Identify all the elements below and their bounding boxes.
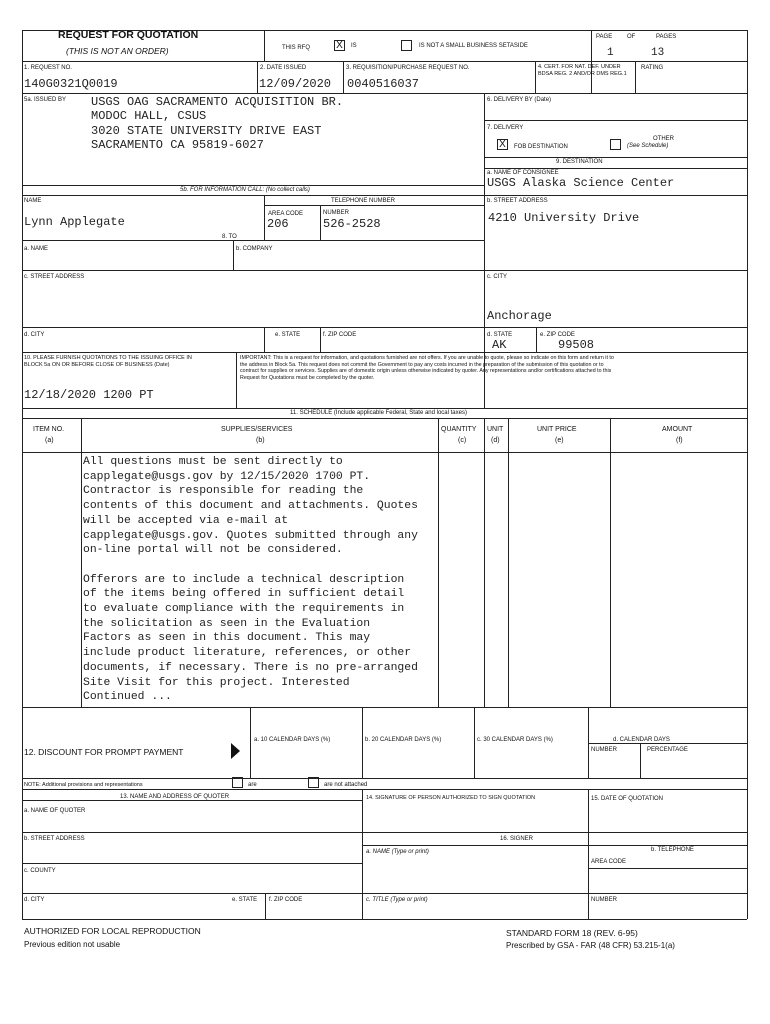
consignee-value: USGS Alaska Science Center <box>487 176 675 190</box>
area-code-bottom-label: AREA CODE <box>591 859 627 865</box>
footer-authorized: AUTHORIZED FOR LOCAL REPRODUCTION <box>24 926 201 936</box>
b-company-label: b. COMPANY <box>236 246 273 252</box>
attached-are-checkbox[interactable] <box>232 777 243 788</box>
fob-destination-label: FOB DESTINATION <box>514 144 568 150</box>
b-telephone-label: b. TELEPHONE <box>651 847 694 853</box>
pages-label: PAGES <box>656 34 677 40</box>
footer-standard-form: STANDARD FORM 18 (REV. 6-95) <box>506 928 638 938</box>
dest-state-label: d. STATE <box>487 332 513 338</box>
contact-name: Lynn Applegate <box>24 215 125 229</box>
discount-label: 12. DISCOUNT FOR PROMPT PAYMENT <box>24 747 184 757</box>
requisition-value: 0040516037 <box>347 77 420 91</box>
e-state-label: e. STATE <box>275 332 301 338</box>
discount-number-label: NUMBER <box>591 747 618 753</box>
dest-city-label: c. CITY <box>487 274 508 280</box>
note-label: NOTE: Additional provisions and representations <box>24 782 143 788</box>
are-label: are <box>248 782 257 788</box>
form-subtitle: (THIS IS NOT AN ORDER) <box>66 46 169 56</box>
page-number: 1 <box>607 47 614 59</box>
state-bottom-label: e. STATE <box>232 897 258 903</box>
furnish-label: 10. PLEASE FURNISH QUOTATIONS TO THE ISSUING OFFICE IN BLOCK 5a ON OR BEFORE CLOSE OF BUSINESS (Date) <box>24 355 192 368</box>
date-issued-label: 2. DATE ISSUED <box>260 65 307 71</box>
form-title: REQUEST FOR QUOTATION <box>58 29 199 41</box>
f-zip-label: f. ZIP CODE <box>323 332 357 338</box>
number-label: NUMBER <box>323 210 350 216</box>
of-label: OF <box>627 34 636 40</box>
dest-state-value: AK <box>492 338 507 352</box>
small-business-is-not-checkbox[interactable] <box>401 40 412 51</box>
attached-are-not-checkbox[interactable] <box>308 777 319 788</box>
schedule-title: 11. SCHEDULE (Include applicable Federal, State and local taxes) <box>290 410 467 416</box>
issued-by-line-1: USGS OAG SACRAMENTO ACQUISITION BR. <box>91 95 344 109</box>
telephone-label: TELEPHONE NUMBER <box>331 198 396 204</box>
fob-destination-checkbox[interactable]: X <box>497 139 508 150</box>
are-not-label: are not attached <box>324 782 368 788</box>
discount-percentage-label: PERCENTAGE <box>647 747 688 753</box>
signature-label: 14. SIGNATURE OF PERSON AUTHORIZED TO SIGN QUOTATION <box>366 795 536 801</box>
cert-label: 4. CERT. FOR NAT. DEF. UNDER BDSA REG. 2 AND/OR DMS REG.1 <box>538 64 627 77</box>
is-not-label: IS NOT A SMALL BUSINESS SETASIDE <box>419 43 528 49</box>
c-street-label: c. STREET ADDRESS <box>24 274 85 280</box>
dest-street-label: b. STREET ADDRESS <box>487 198 548 204</box>
discount-calendar-days-label: d. CALENDAR DAYS <box>613 737 670 743</box>
col-supplies-label: SUPPLIES/SERVICES <box>221 426 293 433</box>
col-amount-label: AMOUNT <box>662 426 693 433</box>
signer-label: 16. SIGNER <box>500 836 534 842</box>
col-quantity-sub: (c) <box>458 437 467 444</box>
col-item-sub: (a) <box>45 437 54 444</box>
date-issued-value: 12/09/2020 <box>259 77 332 91</box>
a-name-label: a. NAME <box>24 246 49 252</box>
pages-number: 13 <box>651 47 665 59</box>
rating-label: RATING <box>641 65 664 71</box>
street-label: b. STREET ADDRESS <box>24 836 85 842</box>
request-no-label: 1. REQUEST NO. <box>24 65 72 71</box>
col-amount-sub: (f) <box>676 437 683 444</box>
name-label: NAME <box>24 198 42 204</box>
issued-by-line-3: 3020 STATE UNIVERSITY DRIVE EAST <box>91 124 322 138</box>
furnish-date: 12/18/2020 1200 PT <box>24 388 154 402</box>
area-code-label: AREA CODE <box>268 211 304 217</box>
issued-by-label: 5a. ISSUED BY <box>24 97 67 103</box>
small-business-is-checkbox[interactable]: X <box>334 40 345 51</box>
quoter-block-label: 13. NAME AND ADDRESS OF QUOTER <box>120 794 230 800</box>
other-checkbox[interactable] <box>610 139 621 150</box>
dest-zip-value: 99508 <box>558 338 595 352</box>
delivery-by-label: 6. DELIVERY BY (Date) <box>487 97 552 103</box>
destination-label: 9. DESTINATION <box>556 159 603 165</box>
issued-by-line-2: MODOC HALL, CSUS <box>91 109 207 123</box>
county-label: c. COUNTY <box>24 868 56 874</box>
signer-name-label: a. NAME (Type or print) <box>366 849 429 855</box>
to-label: 8. TO <box>222 234 237 240</box>
name-of-quoter-label: a. NAME OF QUOTER <box>24 808 86 814</box>
col-unit-label: UNIT <box>487 426 504 433</box>
consignee-label: a. NAME OF CONSIGNEE <box>487 170 559 176</box>
footer-previous-edition: Previous edition not usable <box>24 940 121 949</box>
title-label: c. TITLE (Type or print) <box>366 897 428 903</box>
city-bottom-label: d. CITY <box>24 897 45 903</box>
this-rfq-label: THIS RFQ <box>282 45 310 51</box>
see-schedule-label: (See Schedule) <box>627 143 669 149</box>
col-unit-price-sub: (e) <box>555 437 564 444</box>
discount-20-label: b. 20 CALENDAR DAYS (%) <box>365 737 442 743</box>
is-label: IS <box>351 43 357 49</box>
col-item-label: ITEM NO. <box>33 426 65 433</box>
d-city-label: d. CITY <box>24 332 45 338</box>
number-bottom-label: NUMBER <box>591 897 618 903</box>
col-unit-sub: (d) <box>491 437 500 444</box>
discount-10-label: a. 10 CALENDAR DAYS (%) <box>254 737 331 743</box>
col-unit-price-label: UNIT PRICE <box>537 426 577 433</box>
col-quantity-label: QUANTITY <box>441 426 477 433</box>
dest-street-value: 4210 University Drive <box>488 211 640 225</box>
discount-30-label: c. 30 CALENDAR DAYS (%) <box>477 737 553 743</box>
footer-prescribed: Prescribed by GSA - FAR (48 CFR) 53.215-1(a) <box>506 941 675 950</box>
info-call-label: 5b. FOR INFORMATION CALL: (No collect calls) <box>180 187 310 193</box>
issued-by-line-4: SACRAMENTO CA 95819-6027 <box>91 138 264 152</box>
number-value: 526-2528 <box>323 217 381 231</box>
area-code-value: 206 <box>267 217 289 231</box>
schedule-body-text: All questions must be sent directly to capplegate@usgs.gov by 12/15/2020 1700 PT. Contractor is responsible for reading the contents of this document and attachments. Quotes will be accepted via e-mail at capplegate@usgs.gov. Quotes submitted through any on-line portal will not be considered. Offerors are to include a technical description of the items being offered in sufficient detail to evaluate compliance with the requirements in the solicitation as seen in the Evaluation Factors as seen in this document. This may include product literature, references, or other documents, if necessary. There is no pre-arranged Site Visit for this project. Interested Continued ... <box>83 456 418 704</box>
date-quotation-label: 15. DATE OF QUOTATION <box>591 796 664 802</box>
dest-zip-label: e. ZIP CODE <box>540 332 575 338</box>
discount-arrow-icon <box>231 743 240 759</box>
delivery-label: 7. DELIVERY <box>487 125 524 131</box>
important-text: IMPORTANT: This is a request for information, and quotations furnished are not offers. If you are unable to quote, please so indicate on this form and return it to the address in Block 5a. This request does not commit the Government to pay any costs incurred in the preparation of the submission of this quotation or to contract for supplies or services. Supplies are of domestic origin unless otherwise indicated by quoter. Any representations and/or certifications attached to this Request for Quotations must be completed by the quoter. <box>240 355 614 381</box>
request-no-value: 140G0321Q0019 <box>24 77 118 91</box>
page-label: PAGE <box>596 34 613 40</box>
other-label: OTHER <box>653 136 674 142</box>
requisition-label: 3. REQUISITION/PURCHASE REQUEST NO. <box>346 65 470 71</box>
zip-bottom-label: f. ZIP CODE <box>269 897 303 903</box>
col-supplies-sub: (b) <box>256 437 265 444</box>
dest-city-value: Anchorage <box>487 309 552 323</box>
